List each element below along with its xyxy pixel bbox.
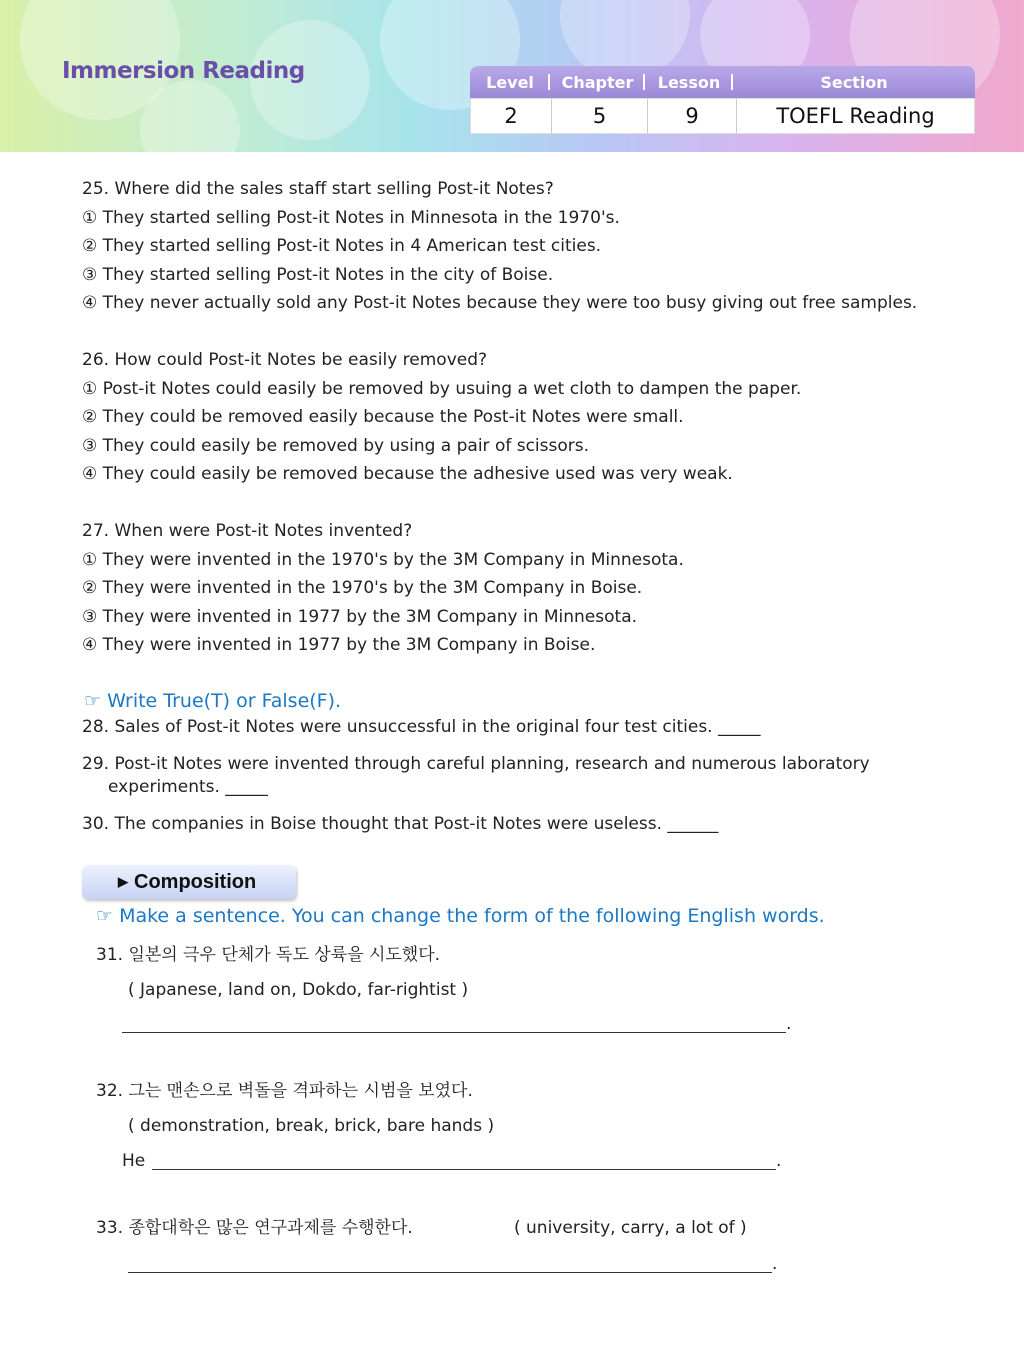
question-26-option-4: ④ They could easily be removed because the adhesive used was very weak. — [82, 464, 733, 484]
chapter-value: 5 — [552, 99, 648, 133]
composition-31-prompt: 31. 일본의 극우 단체가 독도 상륙을 시도했다. — [96, 945, 441, 965]
true-false-item-29-cont: experiments. _____ — [108, 777, 268, 797]
question-25-stem: 25. Where did the sales staff start selling Post-it Notes? — [82, 179, 554, 199]
composition-32-prompt: 32. 그는 맨손으로 벽돌을 격파하는 시범을 보였다. — [96, 1081, 473, 1101]
section-header: Section — [820, 72, 888, 92]
question-27-option-4: ④ They were invented in 1977 by the 3M Company in Boise. — [82, 635, 596, 655]
question-25-option-4: ④ They never actually sold any Post-it Notes because they were too busy giving out free samples. — [82, 293, 918, 313]
composition-32-answer-line[interactable] — [152, 1169, 776, 1170]
question-27-option-1: ① They were invented in the 1970's by the 3M Company in Minnesota. — [82, 550, 684, 570]
composition-32-lead: He — [122, 1151, 146, 1171]
chapter-header: Chapter — [550, 66, 645, 98]
true-false-item-30: 30. The companies in Boise thought that Post-it Notes were useless. ______ — [82, 814, 719, 834]
level-value: 2 — [471, 99, 552, 133]
lesson-value: 9 — [648, 99, 737, 133]
true-false-instruction: ☞ Write True(T) or False(F). — [84, 690, 342, 712]
question-25-option-2: ② They started selling Post-it Notes in 4 American test cities. — [82, 236, 602, 256]
brand-title: Immersion Reading — [62, 58, 305, 84]
question-26-option-2: ② They could be removed easily because the Post-it Notes were small. — [82, 407, 684, 427]
composition-33-hint: ( university, carry, a lot of ) — [514, 1218, 747, 1238]
composition-33-answer-line[interactable] — [128, 1272, 772, 1273]
true-false-item-29: 29. Post-it Notes were invented through careful planning, research and numerous laboratory — [82, 754, 870, 774]
question-27-option-2: ② They were invented in the 1970's by the 3M Company in Boise. — [82, 578, 643, 598]
question-25-option-1: ① They started selling Post-it Notes in Minnesota in the 1970's. — [82, 208, 620, 228]
composition-32-hint: ( demonstration, break, brick, bare hands ) — [128, 1116, 495, 1136]
lesson-info-header — [470, 66, 975, 98]
header-banner — [0, 0, 1024, 152]
composition-31-hint: ( Japanese, land on, Dokdo, far-rightist ) — [128, 980, 469, 1000]
composition-31-period: . — [786, 1014, 792, 1034]
lesson-info-values — [470, 98, 975, 134]
question-26-option-3: ③ They could easily be removed by using a pair of scissors. — [82, 436, 590, 456]
composition-32-period: . — [776, 1151, 782, 1171]
composition-33-period: . — [772, 1254, 778, 1274]
question-26-stem: 26. How could Post-it Notes be easily removed? — [82, 350, 488, 370]
composition-33-prompt: 33. 종합대학은 많은 연구과제를 수행한다. — [96, 1218, 413, 1238]
composition-instruction: ☞ Make a sentence. You can change the form of the following English words. — [96, 905, 825, 927]
true-false-item-28: 28. Sales of Post-it Notes were unsuccessful in the original four test cities. _____ — [82, 717, 761, 737]
lesson-header: Lesson — [645, 66, 733, 98]
section-value: TOEFL Reading — [776, 104, 935, 128]
lesson-info-table — [470, 66, 975, 134]
triangle-right-icon: ▶ — [118, 874, 128, 889]
question-27-option-3: ③ They were invented in 1977 by the 3M Company in Minnesota. — [82, 607, 638, 627]
composition-label: Composition — [134, 870, 257, 893]
level-header: Level — [470, 66, 550, 98]
composition-section-button[interactable] — [82, 865, 296, 899]
question-26-option-1: ① Post-it Notes could easily be removed by usuing a wet cloth to dampen the paper. — [82, 379, 802, 399]
question-25-option-3: ③ They started selling Post-it Notes in the city of Boise. — [82, 265, 554, 285]
question-27-stem: 27. When were Post-it Notes invented? — [82, 521, 413, 541]
composition-31-answer-line[interactable] — [122, 1032, 786, 1033]
